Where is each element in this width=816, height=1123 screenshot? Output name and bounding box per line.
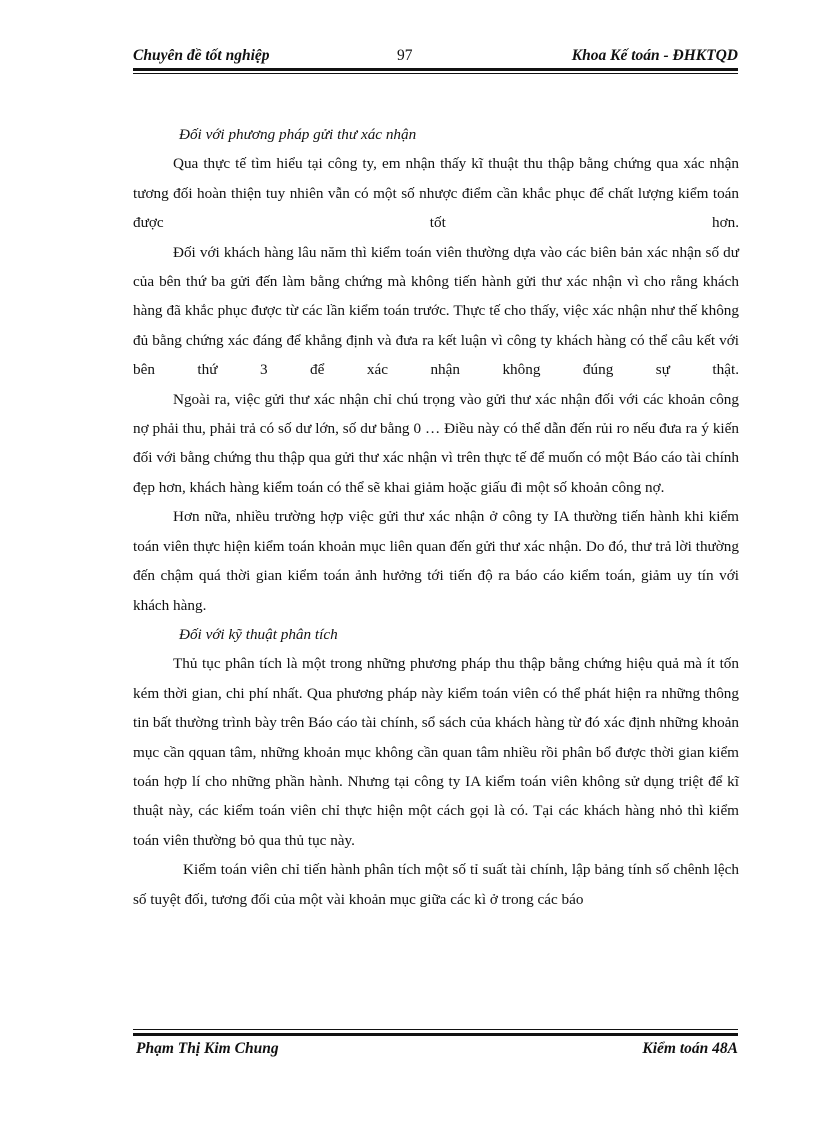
footer-rule-thin (133, 1029, 738, 1030)
paragraph: Đối với khách hàng lâu năm thì kiểm toán viên thường dựa vào các biên bản xác nhận số dư của bên thứ ba gửi đến làm bằng chứng mà không tiến hành gửi thư xác nhận vì cho rằng khách hàng đã khắc phục được từ các lần kiểm toán trước. Thực tế cho thấy, việc xác nhận như thế không đủ bằng chứng xác đáng để khẳng định và đưa ra kết luận vì công ty khách hàng có thể câu kết với bên thứ 3 để xác nhận không đúng sự thật. (133, 243, 739, 379)
page-body (133, 120, 739, 914)
page-footer (133, 1040, 738, 1064)
header-title: Chuyên đề tốt nghiệp (133, 47, 270, 64)
page-header (133, 44, 738, 68)
footer-rule-thick (133, 1033, 738, 1036)
paragraph: Kiểm toán viên chỉ tiến hành phân tích một số tỉ suất tài chính, lập bảng tính số chênh lệch số tuyệt đối, tương đối của một vài khoản mục giữa các kì ở trong các báo (133, 861, 739, 908)
paragraph: Qua thực tế tìm hiểu tại công ty, em nhận thấy kĩ thuật thu thập bằng chứng qua xác nhận tương đối hoàn thiện tuy nhiên vẫn có một số nhược điểm cần khắc phục để chất lượng kiểm toán được tốt hơn. (133, 155, 739, 232)
footer-author: Phạm Thị Kim Chung (136, 1040, 279, 1057)
header-rule-thick (133, 68, 738, 71)
footer-class: Kiểm toán 48A (642, 1040, 738, 1057)
paragraph: Thủ tục phân tích là một trong những phương pháp thu thập bằng chứng hiệu quả mà ít tốn kém thời gian, chi phí nhất. Qua phương pháp này kiểm toán viên có thể phát hiện ra những thông tin bất thường trình bày trên Báo cáo tài chính, sổ sách của khách hàng từ đó xác định những khoản mục cần qquan tâm, những khoản mục không cần quan tâm nhiều rồi phân bổ được thời gian kiểm toán hợp lí cho những phần hành. Nhưng tại công ty IA kiểm toán viên không sử dụng triệt để kĩ thuật này, các kiểm toán viên chỉ thực hiện một cách gọi là có. Tại các khách hàng nhỏ thì kiểm toán viên thường bỏ qua thủ tục này. (133, 655, 739, 849)
section-heading-analysis: Đối với kỹ thuật phân tích (179, 625, 338, 643)
paragraph: Hơn nữa, nhiều trường hợp việc gửi thư xác nhận ở công ty IA thường tiến hành khi kiểm toán viên thực hiện kiểm toán khoản mục liên quan đến gửi thư xác nhận. Do đó, thư trả lời thường đến chậm quá thời gian kiểm toán ảnh hưởng tới tiến độ ra báo cáo kiểm toán, giảm uy tín với khách hàng. (133, 508, 739, 614)
header-faculty: Khoa Kế toán - ĐHKTQD (571, 47, 738, 64)
header-rule-thin (133, 73, 738, 74)
section-heading-confirmation: Đối với phương pháp gửi thư xác nhận (179, 126, 417, 143)
paragraph: Ngoài ra, việc gửi thư xác nhận chỉ chú trọng vào gửi thư xác nhận đối với các khoản công nợ phải thu, phải trả có số dư lớn, số dư bằng 0 … Điều này có thể dẫn đến rủi ro nếu đưa ra ý kiến đối với bằng chứng thu thập qua gửi thư xác nhận vì trên thực tế để muốn có một Báo cáo tài chính đẹp hơn, khách hàng kiểm toán có thể sẽ khai giảm hoặc giấu đi một số khoản công nợ. (133, 390, 739, 496)
page-number: 97 (397, 47, 413, 64)
